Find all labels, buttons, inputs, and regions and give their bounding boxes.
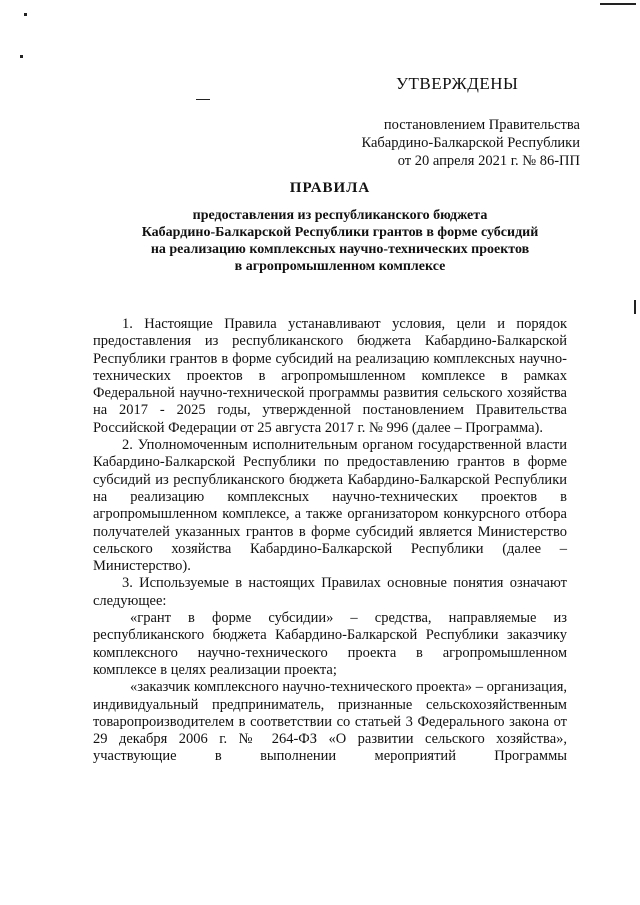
subtitle-line: Кабардино-Балкарской Республики грантов в форме субсидий (141, 225, 539, 240)
subtitle-line: в агропромышленном комплексе (234, 259, 446, 274)
definition-customer: «заказчик комплексного научно-технического проекта» – организация, индивидуальный предприниматель, признанные сельскохозяйственным товаропроизводителем в соответствии со статьей 3 Федерального закона от 29 декабря 2006 г. № 264-ФЗ «О развитии сельского хозяйства», участвующие в выполнении мероприятий Программы (93, 679, 567, 765)
subtitle-line: предоставления из республиканского бюджета (192, 208, 488, 223)
decree-line: от 20 апреля 2021 г. № 86-ПП (397, 153, 580, 169)
decree-reference (300, 116, 580, 170)
paragraph-3: 3. Используемые в настоящих Правилах основные понятия означают следующее: (93, 575, 567, 609)
decree-line: постановлением Правительства (383, 117, 580, 133)
scan-mark-left-1 (24, 13, 27, 16)
definition-grant: «грант в форме субсидии» – средства, направляемые из республиканского бюджета Кабардино-Балкарской Республики заказчику комплексного научно-технического проекта в агропромышленном комплексе в целях реализации проекта; (93, 610, 567, 678)
subtitle-line: на реализацию комплексных научно-технических проектов (150, 242, 530, 257)
scan-mark-top-right (600, 3, 636, 5)
paragraph-1: 1. Настоящие Правила устанавливают условия, цели и порядок предоставления из республиканского бюджета Кабардино-Балкарской Республики грантов в форме субсидий на реализацию комплексных научно-технических проектов в агропромышленном комплексе в рамках Федеральной научно-технической программы развития сельского хозяйства на 2017 - 2025 годы, утвержденной постановлением Правительства Российской Федерации от 25 августа 2017 г. № 996 (далее – Программа). (93, 316, 567, 436)
document-body (93, 316, 567, 766)
scan-mark-right-edge (634, 300, 636, 314)
document-title: ПРАВИЛА (289, 180, 371, 196)
scan-mark-left-2 (20, 55, 23, 58)
approval-heading: УТВЕРЖДЕНЫ (396, 74, 519, 93)
paragraph-2: 2. Уполномоченным исполнительным органом государственной власти Кабардино-Балкарской Республики по предоставлению грантов в форме субсидий из республиканского бюджета Кабардино-Балкарской Республики на реализацию комплексных научно-технических проектов в агропромышленном комплексе, а также организатором конкурсного отбора получателей указанных грантов в форме субсидий является Министерство сельского хозяйства Кабардино-Балкарской Республики (далее – Министерство). (93, 437, 567, 575)
decree-line: Кабардино-Балкарской Республики (361, 135, 580, 151)
scan-mark-dash (196, 99, 210, 100)
document-subtitle (90, 207, 590, 275)
